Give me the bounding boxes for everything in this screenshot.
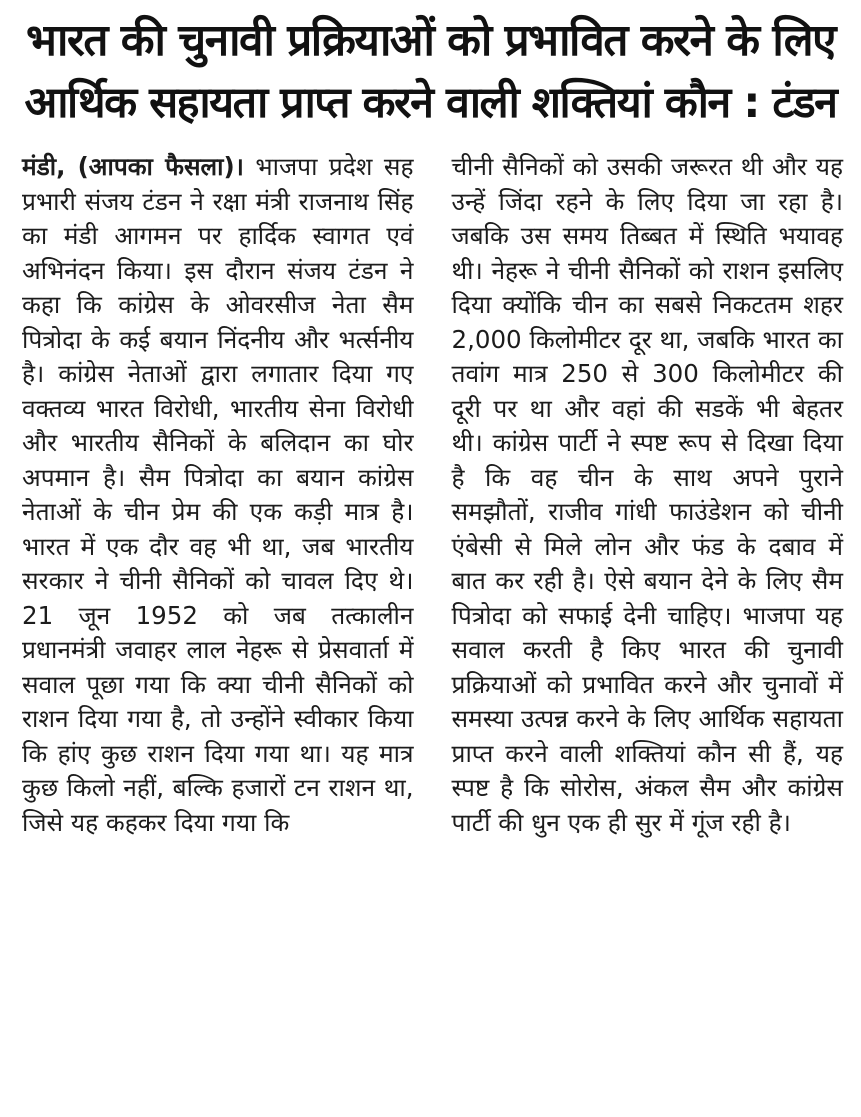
article-column-1 [22, 150, 414, 1113]
headline-line-1: भारत की चुनावी प्रक्रियाओं को प्रभावित करने के लिए [26, 15, 835, 66]
article-headline [22, 10, 839, 134]
column-1-text: भाजपा प्रदेश सह प्रभारी संजय टंडन ने रक्षा मंत्री राजनाथ सिंह का मंडी आगमन पर हार्दिक स्वागत एवं अभिनंदन किया। इस दौरान संजय टंडन ने कहा कि कांग्रेस के ओवरसीज नेता सैम पित्रोदा के कई बयान निंदनीय और भर्त्सनीय है। कांग्रेस नेताओं द्वारा लगातार दिया गए वक्तव्य भारत विरोधी, भारतीय सेना विरोधी और भारतीय सैनिकों के बलिदान का घोर अपमान है। सैम पित्रोदा का बयान कांग्रेस नेताओं के चीन प्रेम की एक कड़ी मात्र है। भारत में एक दौर वह भी था, जब भारतीय सरकार ने चीनी सैनिकों को चावल दिए थे। 21 जून 1952 को जब तत्कालीन प्रधानमंत्री जवाहर लाल नेहरू से प्रेसवार्ता में सवाल पूछा गया कि क्या चीनी सैनिकों को राशन दिया गया है, तो उन्होंने स्वीकार किया कि हांए कुछ राशन दिया गया था। यह मात्र कुछ किलो नहीं, बल्कि हजारों टन राशन था, जिसे यह कहकर दिया गया कि [22, 152, 414, 837]
headline-line-2: आर्थिक सहायता प्राप्त करने वाली शक्तियां कौन : टंडन [24, 78, 837, 128]
dateline: मंडी, (आपका फैसला)। [22, 152, 244, 181]
column-1-paragraph [22, 150, 414, 840]
article-column-2 [452, 150, 844, 1113]
article-body [22, 150, 843, 1113]
column-2-text: चीनी सैनिकों को उसकी जरूरत थी और यह उन्हें जिंदा रहने के लिए दिया जा रहा है। जबकि उस समय तिब्बत में स्थिति भयावह थी। नेहरू ने चीनी सैनिकों को राशन इसलिए दिया क्योंकि चीन का सबसे निकटतम शहर 2,000 किलोमीटर दूर था, जबकि भारत का तवांग मात्र 250 से 300 किलोमीटर की दूरी पर था और वहां की सडकें भी बेहतर थी। कांग्रेस पार्टी ने स्पष्ट रूप से दिखा दिया है कि वह चीन के साथ अपने पुराने समझौतों, राजीव गांधी फाउंडेशन को चीनी एंबेसी से मिले लोन और फंड के दबाव में बात कर रही है। ऐसे बयान देने के लिए सैम पित्रोदा को सफाई देनी चाहिए। भाजपा यह सवाल करती है किए भारत की चुनावी प्रक्रियाओं को प्रभावित करने और चुनावों में समस्या उत्पन्न करने के लिए आर्थिक सहायता प्राप्त करने वाली शक्तियां कौन सी हैं, यह स्पष्ट है कि सोरोस, अंकल सैम और कांग्रेस पार्टी की धुन एक ही सुर में गूंज रही है। [451, 152, 843, 837]
